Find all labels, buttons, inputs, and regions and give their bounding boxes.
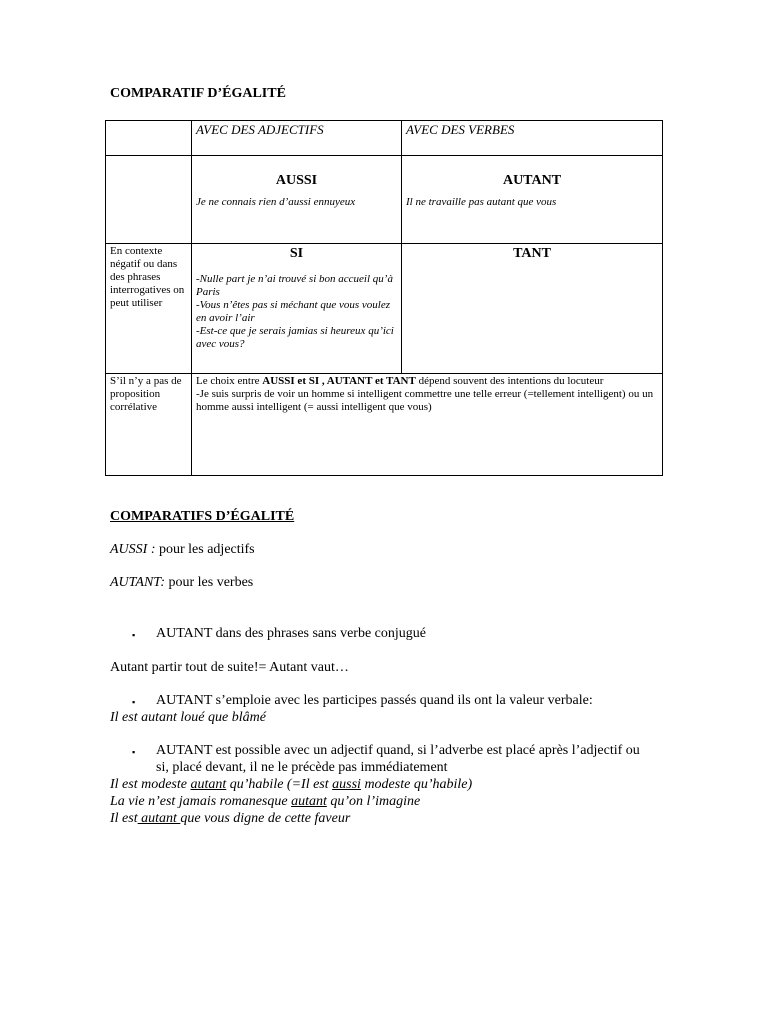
cell-tant <box>402 244 663 374</box>
example-si-1: -Nulle part je n’ai trouvé si bon accueil qu’à Paris <box>196 273 393 298</box>
word-si: SI <box>289 246 304 261</box>
table-header-row <box>106 121 663 156</box>
kw-aussi: AUSSI : <box>110 542 156 557</box>
ex3a-part2: qu’habile (=Il est <box>226 777 333 792</box>
choix-text-b: dépend souvent des intentions du locuteur <box>415 375 604 387</box>
word-autant: AUTANT <box>502 173 562 188</box>
bullet-3-text: AUTANT est possible avec un adjectif quand, si l’adverbe est placé après l’adjectif ou si, placé devant, il ne le précède pas immédiatement <box>156 743 640 775</box>
example-autant: Il ne travaille pas autant que vous <box>406 196 557 208</box>
example-si-2: -Vous n’êtes pas si méchant que vous voulez en avoir l’air <box>196 299 390 324</box>
square-bullet-icon: ▪ <box>132 630 136 640</box>
table-row-aussi-autant <box>106 156 663 244</box>
cell-si <box>192 244 402 374</box>
comparison-table <box>105 120 663 476</box>
table-row-sans-correlative <box>106 374 663 476</box>
text-pour-adjectifs: pour les adjectifs <box>155 542 255 557</box>
ex3b-part2: qu’on l’imagine <box>326 794 421 809</box>
word-aussi: AUSSI <box>275 173 318 188</box>
ex3c-part1: Il est <box>110 811 138 826</box>
empty-label-cell <box>106 156 192 244</box>
empty-corner-cell <box>106 121 192 156</box>
examples-si <box>196 273 397 351</box>
example-digne-faveur <box>110 810 350 827</box>
ex3a-underline-autant: autant <box>190 777 227 792</box>
ex3c-part2: que vous digne de cette faveur <box>180 811 351 826</box>
header-adjectifs: AVEC DES ADJECTIFS <box>192 121 402 156</box>
kw-autant: AUTANT: <box>110 575 165 590</box>
ex3a-part3: modeste qu’habile) <box>360 777 473 792</box>
example-loue-blame: Il est autant loué que blâmé <box>110 710 266 725</box>
choix-example: -Je suis surpris de voir un homme si intelligent commettre une telle erreur (=tellement intelligent) ou un homme aussi intelligent (= aussi intelligent que vous) <box>196 388 654 413</box>
cell-choix-intentions <box>192 374 663 476</box>
label-contexte-negatif: En contexte négatif ou dans des phrases interrogatives on peut utiliser <box>106 244 192 374</box>
example-modeste-habile <box>110 776 472 793</box>
ex3c-underline-autant: autant <box>137 811 181 826</box>
section1-title: COMPARATIF D’ÉGALITÉ <box>110 86 286 101</box>
cell-autant <box>402 156 663 244</box>
line-autant-verbes <box>110 574 253 591</box>
example-vie-romanesque <box>110 793 420 810</box>
word-tant: TANT <box>513 246 551 261</box>
table-row-si-tant <box>106 244 663 374</box>
choix-text-a: Le choix entre <box>196 375 263 387</box>
ex3a-part1: Il est modeste <box>110 777 191 792</box>
ex3a-underline-aussi: aussi <box>332 777 361 792</box>
cell-aussi <box>192 156 402 244</box>
label-sans-correlative: S’il n’y a pas de proposition corrélative <box>106 374 192 476</box>
autant-partir-line: Autant partir tout de suite!= Autant vaut… <box>110 660 349 675</box>
bullet-1-text: AUTANT dans des phrases sans verbe conjugué <box>156 626 426 641</box>
bullet-2-text: AUTANT s’emploie avec les participes passés quand ils ont la valeur verbale: <box>156 693 593 708</box>
text-pour-verbes: pour les verbes <box>164 575 254 590</box>
header-verbes: AVEC DES VERBES <box>402 121 663 156</box>
section2-title: COMPARATIFS D’ÉGALITÉ <box>110 509 295 524</box>
ex3b-underline-autant: autant <box>291 794 327 809</box>
square-bullet-icon: ▪ <box>132 747 136 757</box>
example-aussi: Je ne connais rien d’aussi ennuyeux <box>196 196 356 208</box>
ex3b-part1: La vie n’est jamais romanesque <box>110 794 292 809</box>
example-si-3: -Est-ce que je serais jamias si heureux qu’ici avec vous? <box>196 325 394 350</box>
square-bullet-icon: ▪ <box>132 697 136 707</box>
choix-keywords: AUSSI et SI , AUTANT et TANT <box>262 375 416 387</box>
line-aussi-adjectifs <box>110 541 255 558</box>
